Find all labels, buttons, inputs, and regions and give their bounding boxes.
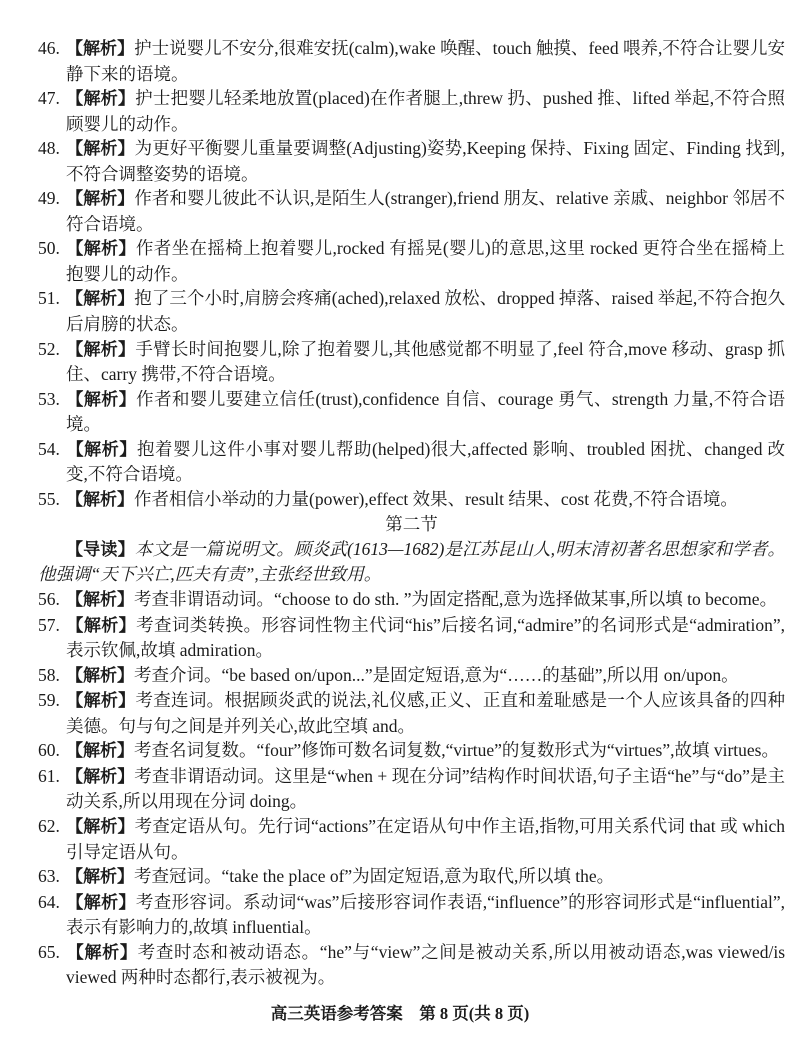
analysis-label: 【解析】	[66, 89, 136, 109]
item-number: 49.	[38, 188, 60, 209]
item-number: 51.	[38, 288, 60, 309]
item-number: 48.	[38, 138, 60, 159]
analysis-label: 【解析】	[66, 766, 135, 786]
analysis-label: 【解析】	[66, 39, 135, 58]
answer-item	[38, 738, 785, 764]
answer-item	[38, 764, 785, 814]
item-number: 47.	[38, 88, 60, 109]
analysis-text: 考查形容词。系动词“was”后接形容词作表语,“influence”的形容词形式是“influential”,表示有影响力的,故填 influential。	[66, 891, 785, 938]
answer-sheet	[38, 36, 785, 990]
answer-item	[38, 487, 785, 513]
answer-item	[38, 663, 785, 689]
analysis-text: 考查非谓语动词。“choose to do sth. ”为固定搭配,意为选择做某事,所以填 to become。	[134, 589, 778, 610]
analysis-text: 考查介词。“be based on/upon...”是固定短语,意为“……的基础”,所以用 on/upon。	[134, 664, 739, 685]
item-number: 53.	[38, 388, 60, 409]
answer-item	[38, 940, 785, 990]
item-number: 55.	[38, 488, 60, 509]
intro-text: 本文是一篇说明文。顾炎武(1613—1682)是江苏昆山人,明末清初著名思想家和学者。他强调“天下兴亡,匹夫有责”,主张经世致用。	[38, 538, 786, 585]
answer-item	[38, 864, 785, 890]
item-number: 61.	[38, 765, 60, 786]
analysis-label: 【解析】	[66, 590, 134, 610]
analysis-label: 【解析】	[66, 816, 135, 836]
answer-item	[38, 890, 785, 940]
analysis-label: 【解析】	[66, 942, 138, 962]
analysis-text: 考查词类转换。形容词性物主代词“his”后接名词,“admire”的名词形式是“admiration”,表示钦佩,故填 admiration。	[66, 614, 786, 661]
analysis-text: 护士说婴儿不安分,很难安抚(calm),wake 唤醒、touch 触摸、feed 喂养,不符合让婴儿安静下来的语境。	[66, 38, 785, 84]
analysis-label: 【解析】	[66, 389, 137, 409]
answer-item	[38, 387, 785, 437]
analysis-label: 【解析】	[66, 439, 137, 459]
item-number: 58.	[38, 664, 60, 685]
item-number: 59.	[38, 690, 60, 711]
analysis-text: 抱着婴儿这件小事对婴儿帮助(helped)很大,affected 影响、troubled 困扰、changed 改变,不符合语境。	[66, 438, 786, 485]
item-number: 64.	[38, 891, 60, 912]
answer-item	[38, 36, 785, 86]
answer-item	[38, 286, 785, 336]
item-number: 62.	[38, 815, 60, 836]
item-number: 56.	[38, 589, 60, 610]
answer-item	[38, 236, 785, 286]
analysis-text: 手臂长时间抱婴儿,除了抱着婴儿,其他感觉都不明显了,feel 符合,move 移动、grasp 抓住、carry 携带,不符合语境。	[66, 338, 786, 385]
analysis-text: 护士把婴儿轻柔地放置(placed)在作者腿上,threw 扔、pushed 推、lifted 举起,不符合照顾婴儿的动作。	[66, 88, 786, 134]
analysis-text: 抱了三个小时,肩膀会疼痛(ached),relaxed 放松、dropped 掉落、raised 举起,不符合抱久后肩膀的状态。	[66, 288, 786, 335]
analysis-text: 考查名词复数。“four”修饰可数名词复数,“virtue”的复数形式为“virtues”,故填 virtues。	[134, 740, 779, 761]
analysis-label: 【解析】	[66, 339, 136, 359]
answer-item	[38, 337, 785, 387]
analysis-label: 【解析】	[66, 139, 135, 159]
analysis-label: 【解析】	[66, 741, 134, 761]
analysis-label: 【解析】	[66, 665, 134, 685]
analysis-text: 作者和婴儿要建立信任(trust),confidence 自信、courage 勇气、strength 力量,不符合语境。	[66, 388, 785, 435]
analysis-label: 【解析】	[66, 189, 135, 209]
analysis-label: 【解析】	[66, 892, 136, 912]
item-number: 52.	[38, 338, 60, 359]
footer-page-label: 高三英语参考答案 第 8 页(共 8 页)	[270, 1004, 530, 1023]
item-number: 63.	[38, 866, 60, 887]
answer-item	[38, 86, 785, 136]
analysis-text: 作者坐在摇椅上抱着婴儿,rocked 有摇晃(婴儿)的意思,这里 rocked 更符合坐在摇椅上抱婴儿的动作。	[66, 238, 785, 284]
answer-item	[38, 688, 785, 738]
answer-item	[38, 437, 785, 487]
analysis-label: 【解析】	[66, 691, 136, 711]
item-number: 46.	[38, 38, 60, 58]
analysis-text: 为更好平衡婴儿重量要调整(Adjusting)姿势,Keeping 保持、Fixing 固定、Finding 找到,不符合调整姿势的语境。	[66, 138, 786, 184]
analysis-label: 【解析】	[66, 867, 134, 887]
answer-item	[38, 186, 785, 236]
item-number: 50.	[38, 238, 60, 259]
answer-item	[38, 587, 785, 613]
intro-label: 【导读】	[66, 539, 135, 559]
item-number: 60.	[38, 740, 60, 761]
intro-paragraph	[38, 537, 785, 587]
item-number: 54.	[38, 438, 60, 459]
analysis-label: 【解析】	[66, 615, 137, 635]
section-heading: 第二节	[385, 514, 438, 535]
analysis-text: 作者和婴儿彼此不认识,是陌生人(stranger),friend 朋友、relative 亲戚、neighbor 邻居不符合语境。	[66, 188, 786, 234]
analysis-text: 考查时态和被动语态。“he”与“view”之间是被动关系,所以用被动语态,was viewed/is viewed 两种时态都行,表示被视为。	[66, 941, 786, 988]
analysis-text: 考查非谓语动词。这里是“when + 现在分词”结构作时间状语,句子主语“he”与“do”是主动关系,所以用现在分词 doing。	[66, 765, 786, 812]
analysis-label: 【解析】	[66, 239, 136, 259]
answer-item	[38, 136, 785, 186]
analysis-text: 考查定语从句。先行词“actions”在定语从句中作主语,指物,可用关系代词 that 或 which 引导定语从句。	[66, 815, 786, 862]
analysis-text: 作者相信小举动的力量(power),effect 效果、result 结果、cost 花费,不符合语境。	[134, 488, 738, 509]
analysis-text: 考查连词。根据顾炎武的说法,礼仪感,正义、正直和羞耻感是一个人应该具备的四种美德。句与句之间是并列关心,故此空填 and。	[66, 690, 786, 736]
answer-item	[38, 613, 785, 663]
item-number: 57.	[38, 614, 60, 635]
answer-item	[38, 814, 785, 864]
analysis-label: 【解析】	[66, 489, 134, 509]
item-number: 65.	[38, 941, 60, 962]
analysis-text: 考查冠词。“take the place of”为固定短语,意为取代,所以填 the。	[134, 866, 615, 887]
analysis-label: 【解析】	[66, 289, 135, 309]
